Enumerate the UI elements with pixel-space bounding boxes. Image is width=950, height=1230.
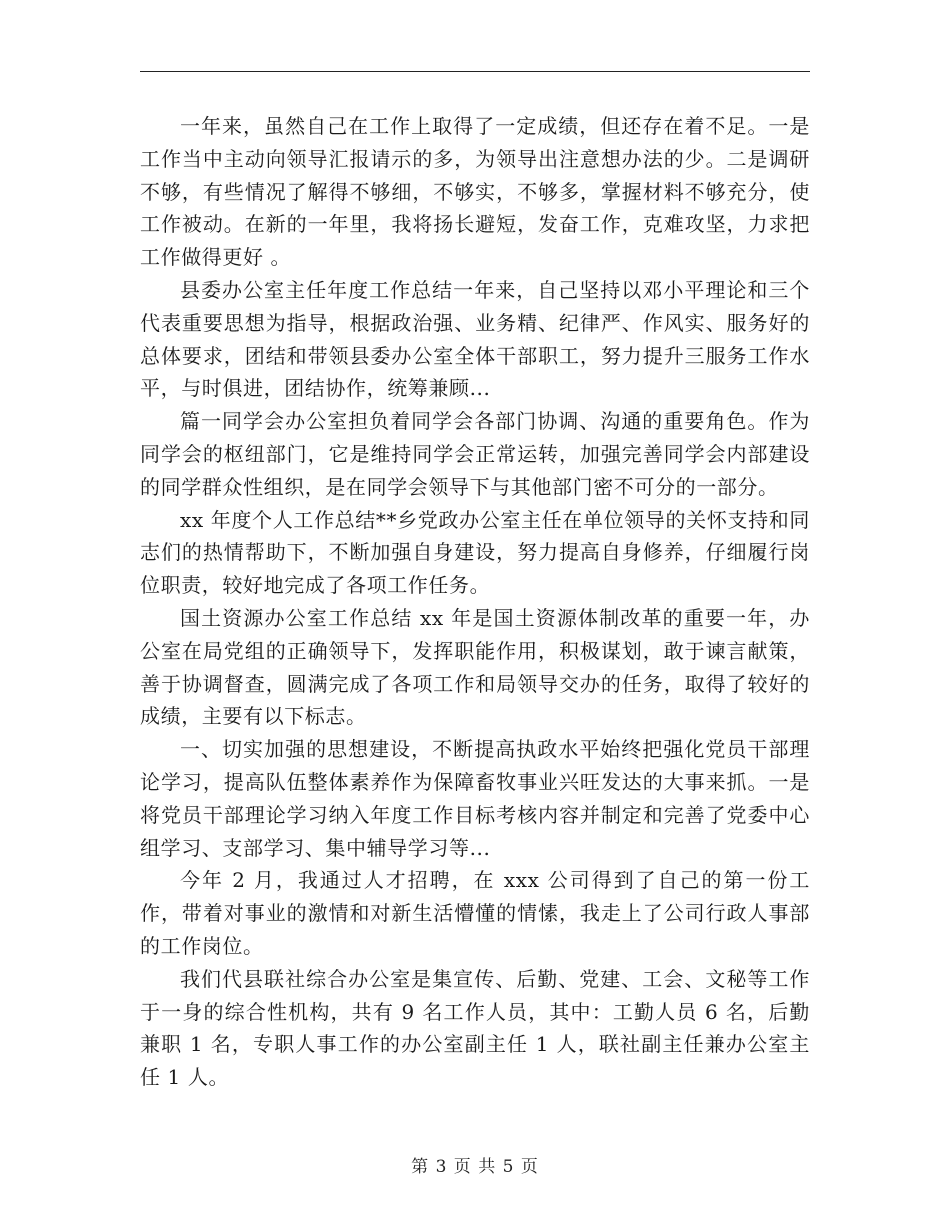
paragraph-7: 今年 2 月，我通过人才招聘，在 xxx 公司得到了自己的第一份工作，带着对事业的激情和对新生活懵懂的情愫，我走上了公司行政人事部的工作岗位。 bbox=[140, 868, 810, 958]
paragraph-5: 国土资源办公室工作总结 xx 年是国土资源体制改革的重要一年，办公室在局党组的正确领导下，发挥职能作用，积极谋划，敢于谏言献策，善于协调督查，圆满完成了各项工作和局领导交办的任务，取得了较好的成绩，主要有以下标志。 bbox=[140, 605, 810, 729]
paragraph-4: xx 年度个人工作总结**乡党政办公室主任在单位领导的关怀支持和同志们的热情帮助下，不断加强自身建设，努力提高自身修养，仔细履行岗位职责，较好地完成了各项工作任务。 bbox=[140, 507, 810, 598]
paragraph-1: 一年来，虽然自己在工作上取得了一定成绩，但还存在着不足。一是工作当中主动向领导汇报请示的多，为领导出注意想办法的少。二是调研不够，有些情况了解得不够细，不够实，不够多，掌握材料不够充分，使工作被动。在新的一年里，我将扬长避短，发奋工作，克难攻坚，力求把工作做得更好 。 bbox=[140, 114, 810, 270]
paragraph-8: 我们代县联社综合办公室是集宣传、后勤、党建、工会、文秘等工作于一身的综合性机构，共有 9 名工作人员，其中：工勤人员 6 名，后勤兼职 1 名，专职人事工作的办公室副主任 1 人，联社副主任兼办公室主任 1 人。 bbox=[140, 966, 810, 1090]
paragraph-6: 一、切实加强的思想建设，不断提高执政水平始终把强化党员干部理论学习，提高队伍整体素养作为保障畜牧事业兴旺发达的大事来抓。一是将党员干部理论学习纳入年度工作目标考核内容并制定和完善了党委中心组学习、支部学习、集中辅导学习等... bbox=[140, 737, 810, 860]
paragraph-2: 县委办公室主任年度工作总结一年来，自己坚持以邓小平理论和三个代表重要思想为指导，根据政治强、业务精、纪律严、作风实、服务好的总体要求，团结和带领县委办公室全体干部职工，努力提升三服务工作水平，与时俱进，团结协作，统筹兼顾... bbox=[140, 277, 810, 401]
page-number-footer: 第 3 页 共 5 页 bbox=[411, 1157, 539, 1177]
document-body bbox=[140, 110, 810, 1094]
header-rule bbox=[140, 71, 810, 72]
paragraph-3: 篇一同学会办公室担负着同学会各部门协调、沟通的重要角色。作为同学会的枢纽部门，它是维持同学会正常运转，加强完善同学会内部建设的同学群众性组织，是在同学会领导下与其他部门密不可分的一部分。 bbox=[140, 409, 810, 499]
